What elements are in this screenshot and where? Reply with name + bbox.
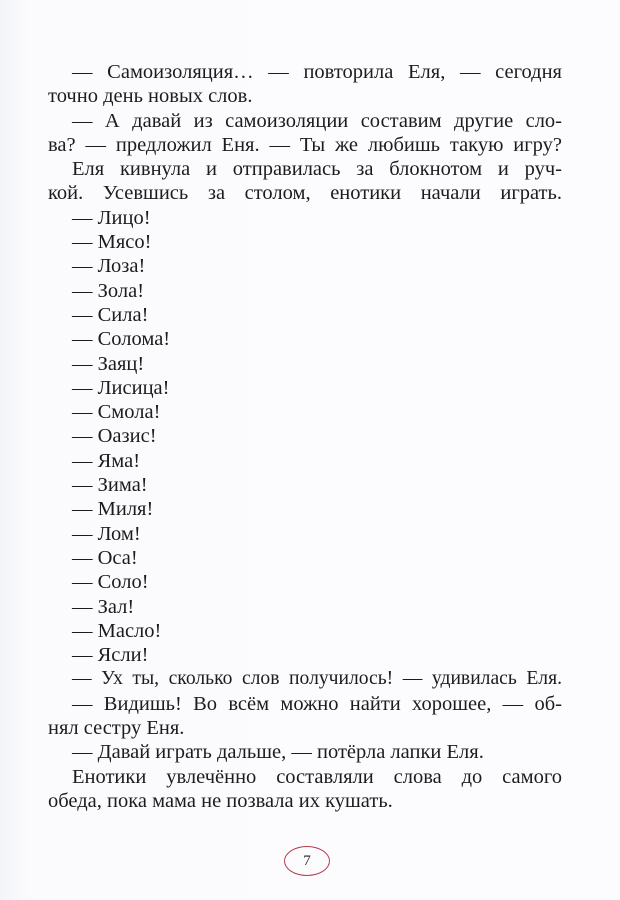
- dialogue-line: — Зал!: [72, 595, 135, 618]
- dialogue-line: — Зола!: [72, 279, 145, 302]
- dialogue-line: — Яма!: [72, 449, 141, 472]
- dialogue-line: — Лоза!: [72, 255, 146, 278]
- dialogue-line: — Смола!: [72, 401, 161, 424]
- page-number: 7: [303, 852, 311, 869]
- text-line: [0, 84, 562, 108]
- text-line: кой. Усевшись за столом, енотики начали играть.: [48, 182, 562, 205]
- text-line: ва? — предложил Еня. — Ты же любишь такую игру?: [48, 133, 562, 156]
- dialogue-line: — Миля!: [72, 498, 154, 521]
- page-number-badge: [284, 846, 330, 876]
- dialogue-line: — Масло!: [72, 619, 162, 642]
- text-line: — Ух ты, сколько слов получилось! — удивилась Еля.: [72, 668, 562, 690]
- dialogue-line: — Заяц!: [72, 352, 145, 375]
- text-line: — А давай из самоизоляции составим другие сло-: [72, 109, 562, 132]
- dialogue-line: — Лисица!: [72, 376, 170, 399]
- dialogue-line: — Оазис!: [72, 425, 157, 448]
- dialogue-line: — Оса!: [72, 546, 138, 569]
- text-line: — Давай играть дальше, — потёрла лапки Еля.: [72, 741, 484, 764]
- text-line: — Видишь! Во всём можно найти хорошее, — об-: [72, 692, 562, 715]
- dialogue-line: — Зима!: [72, 474, 148, 497]
- dialogue-line: — Лом!: [72, 522, 141, 545]
- text-line: Енотики увлечённо составляли слова до самого: [72, 765, 562, 788]
- text-line-content: точно день новых слов.: [48, 85, 253, 108]
- dialogue-line: — Лицо!: [72, 206, 151, 229]
- dialogue-line: — Сила!: [72, 303, 149, 326]
- dialogue-line: — Мясо!: [72, 231, 152, 254]
- page-text: [48, 60, 562, 813]
- dialogue-line: — Соло!: [72, 571, 149, 594]
- text-line: — Самоизоляция… — повторила Еля, — сегодня: [72, 61, 562, 83]
- dialogue-line: — Солома!: [72, 328, 171, 351]
- text-line: Еля кивнула и отправилась за блокнотом и руч-: [72, 158, 562, 181]
- dialogue-line: — Ясли!: [72, 644, 149, 667]
- text-line: обеда, пока мама не позвала их кушать.: [48, 789, 393, 812]
- text-line: нял сестру Еня.: [48, 717, 185, 740]
